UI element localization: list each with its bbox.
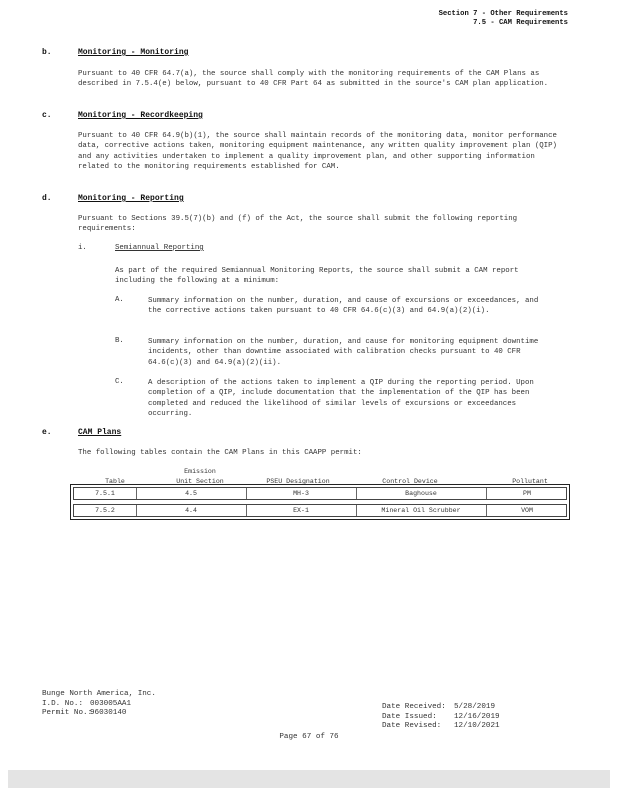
item-c-letter: C. — [115, 378, 124, 386]
footer-received-label: Date Received: — [382, 703, 446, 711]
footer-permit-label: Permit No.: — [42, 709, 93, 718]
section-b-letter: b. — [42, 48, 52, 57]
col-header-pollutant: Pollutant — [512, 478, 548, 485]
section-b-title: Monitoring - Monitoring — [78, 48, 189, 57]
footer-id-value: 003005AA1 — [90, 699, 132, 708]
section-d-letter: d. — [42, 194, 52, 203]
subsection-i-body: As part of the required Semiannual Monitoring Reports, the source shall submit a CAM report including the following at a minimum: — [115, 267, 519, 286]
cell-control: Mineral Oil Scrubber — [381, 507, 461, 514]
col-header-control: Control Device — [382, 478, 438, 485]
section-e-letter: e. — [42, 428, 52, 437]
page-header — [439, 10, 568, 28]
item-a-text: Summary information on the number, duration, and cause of excursions or exceedances, and the corrective actions taken pursuant to 40 CFR 64.6(c)(3) and 64.9(a)(2)(i). — [148, 297, 539, 316]
footer-issued-label: Date Issued: — [382, 712, 437, 721]
section-c-body: Pursuant to 40 CFR 64.9(b)(1), the source shall maintain records of the monitoring data, monitor performance data, corrective actions taken, monitoring equipment maintenance, any written quality improvement plan (QIP) and any activities undertaken to implement a quality improvement plan, and other supporting information related to the monitoring requirements established for CAM. — [78, 132, 557, 172]
col-header-unit-top: Emission — [184, 468, 216, 475]
cell-table: 7.5.1 — [95, 490, 115, 497]
cell-pseu: MH-3 — [293, 490, 309, 497]
subsection-i-title: Semiannual Reporting — [115, 244, 204, 252]
cell-pollutant: PM — [523, 490, 531, 497]
table-row — [73, 504, 567, 517]
footer-id-label: I.D. No.: — [42, 699, 84, 708]
col-header-table: Table — [105, 478, 125, 485]
cell-unit: 4.4 — [185, 507, 197, 514]
footer-permit-value: 96030140 — [90, 709, 127, 718]
item-a-letter: A. — [115, 296, 124, 304]
subsection-i-numeral: i. — [78, 244, 87, 252]
section-d-title: Monitoring - Reporting — [78, 194, 184, 203]
footer-issued-value: 12/16/2019 — [454, 712, 500, 721]
section-d-body: Pursuant to Sections 39.5(7)(b) and (f) of the Act, the source shall submit the following reporting requirements: — [78, 215, 518, 234]
table-row — [73, 487, 567, 500]
cell-pseu: EX-1 — [293, 507, 309, 514]
cam-plans-table — [70, 484, 570, 520]
section-c-title: Monitoring - Recordkeeping — [78, 111, 203, 120]
footer-received-value: 5/28/2019 — [454, 703, 496, 711]
section-c-letter: c. — [42, 111, 52, 120]
cell-pollutant: VOM — [521, 507, 533, 514]
section-b-body: Pursuant to 40 CFR 64.7(a), the source shall comply with the monitoring requirements of the CAM Plans as described in 7.5.4(e) below, pursuant to 40 CFR Part 64 as submitted in the source's CAM plan application. — [78, 70, 549, 89]
footer-revised-label: Date Revised: — [382, 722, 442, 731]
footer-permit-info — [42, 690, 156, 719]
col-header-pseu: PSEU Designation — [266, 478, 330, 485]
item-c-text: A description of the actions taken to implement a QIP during the reporting period. Upon completion of a QIP, include documentation that the implementation of the QIP has been completed and reduced the likelihood of similar levels of excursions or exceedances occurring. — [148, 379, 534, 419]
footer-dates — [382, 703, 500, 732]
footer-revised-value: 12/10/2021 — [454, 722, 500, 731]
viewer-bottom-band — [8, 770, 610, 788]
cell-control: Baghouse — [405, 490, 437, 497]
header-section-title: Section 7 - Other Requirements — [438, 10, 568, 18]
section-e-body: The following tables contain the CAM Plans in this CAAPP permit: — [78, 449, 362, 457]
item-b-text: Summary information on the number, duration, and cause for monitoring equipment downtime incidents, other than downtime associated with calibration checks pursuant to 40 CFR 64.6(c)(3) and 64.9(a)(2)(ii). — [148, 338, 539, 367]
cell-table: 7.5.2 — [95, 507, 115, 514]
cell-unit: 4.5 — [185, 490, 197, 497]
header-subsection-title: 7.5 - CAM Requirements — [473, 19, 568, 27]
section-e-title: CAM Plans — [78, 428, 122, 437]
item-b-letter: B. — [115, 337, 124, 345]
page-number: Page 67 of 76 — [279, 733, 339, 741]
footer-company: Bunge North America, Inc. — [42, 690, 156, 698]
col-header-unit-bottom: Unit Section — [176, 478, 224, 485]
